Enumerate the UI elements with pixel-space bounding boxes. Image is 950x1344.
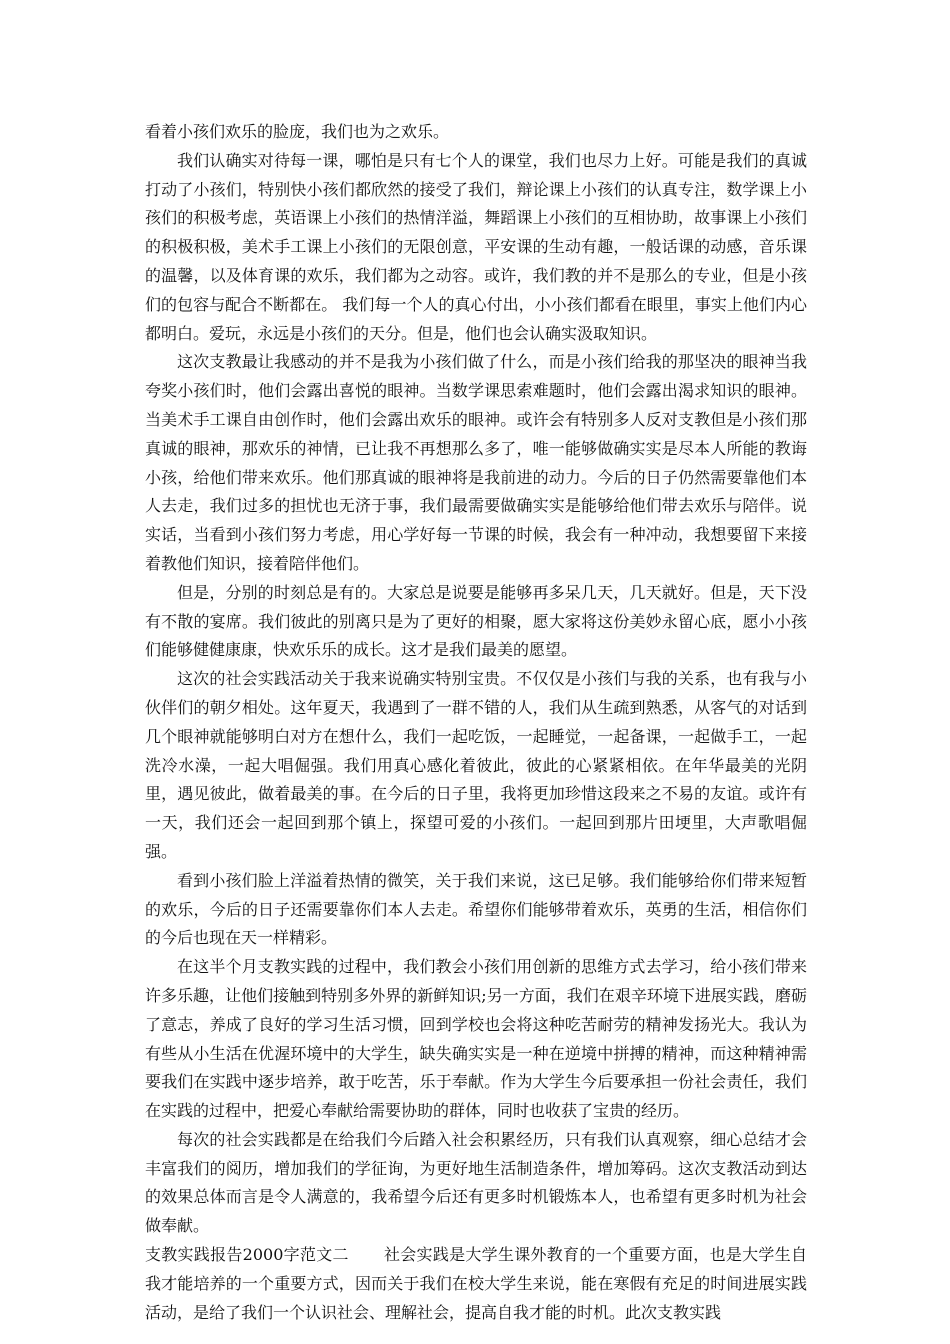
final-paragraph-text: 社会实践是大学生课外教育的一个重要方面，也是大学生自我才能培养的一个重要方式，因而关于我们在校大学生来说，能在寒假有充足的时间进展实践活动，是给了我们一个认识社会、理解社会，提高自我才能的时机。此次支教实践 xyxy=(145,1245,807,1322)
final-paragraph xyxy=(145,1241,807,1327)
paragraph-4: 但是，分别的时刻总是有的。大家总是说要是能够再多呆几天，几天就好。但是，天下没有不散的宴席。我们彼此的别离只是为了更好的相聚，愿大家将这份美妙永留心底，愿小小孩们能够健健康康，快欢乐乐的成长。这才是我们最美的愿望。 xyxy=(145,582,807,660)
paragraph-6: 看到小孩们脸上洋溢着热情的微笑，关于我们来说，这已足够。我们能够给你们带来短暂的欢乐，今后的日子还需要靠你们本人去走。希望你们能够带着欢乐，英勇的生活，相信你们的今后也现在天一样精彩。 xyxy=(145,870,807,948)
paragraph-5: 这次的社会实践活动关于我来说确实特别宝贵。不仅仅是小孩们与我的关系，也有我与小伙伴们的朝夕相处。这年夏天，我遇到了一群不错的人，我们从生疏到熟悉，从客气的对话到几个眼神就能够明白对方在想什么，我们一起吃饭，一起睡觉，一起备课，一起做手工，一起洗冷水澡，一起大唱倔强。我们用真心感化着彼此，彼此的心紧紧相依。在年华最美的光阴里，遇见彼此，做着最美的事。在今后的日子里，我将更加珍惜这段来之不易的友谊。或许有一天，我们还会一起回到那个镇上，探望可爱的小孩们。一起回到那片田埂里，大声歌唱倔强。 xyxy=(145,669,807,861)
paragraph-7: 在这半个月支教实践的过程中，我们教会小孩们用创新的思维方式去学习，给小孩们带来许多乐趣，让他们接触到特别多外界的新鲜知识;另一方面，我们在艰辛环境下进展实践，磨砺了意志，养成了良好的学习生活习惯，回到学校也会将这种吃苦耐劳的精神发扬光大。我认为有些从小生活在优渥环境中的大学生，缺失确实实是一种在逆境中拼搏的精神，而这种精神需要我们在实践中逐步培养，敢于吃苦，乐于奉献。作为大学生今后要承担一份社会责任，我们在实践的过程中，把爱心奉献给需要协助的群体，同时也收获了宝贵的经历。 xyxy=(145,957,807,1121)
document-page xyxy=(145,118,807,1327)
paragraph-1: 看着小孩们欢乐的脸庞，我们也为之欢乐。 xyxy=(145,122,450,141)
paragraph-3: 这次支教最让我感动的并不是我为小孩们做了什么，而是小孩们给我的那坚决的眼神当我夸奖小孩们时，他们会露出喜悦的眼神。当数学课思索难题时，他们会露出渴求知识的眼神。当美术手工课自由创作时，他们会露出欢乐的眼神。或许会有特别多人反对支教但是小孩们那真诚的眼神，那欢乐的神情，已让我不再想那么多了，唯一能够做确实实是尽本人所能的教诲小孩，给他们带来欢乐。他们那真诚的眼神将是我前进的动力。今后的日子仍然需要靠他们本人去走，我们过多的担忧也无济于事，我们最需要做确实实是能够给他们带去欢乐与陪伴。说实话，当看到小孩们努力考虑，用心学好每一节课的时候，我会有一种冲动，我想要留下来接着教他们知识，接着陪伴他们。 xyxy=(145,352,807,573)
paragraph-8: 每次的社会实践都是在给我们今后踏入社会积累经历，只有我们认真观察，细心总结才会丰富我们的阅历，增加我们的学征询，为更好地生活制造条件，增加筹码。这次支教活动到达的效果总体而言是令人满意的，我希望今后还有更多时机锻炼本人，也希望有更多时机为社会做奉献。 xyxy=(145,1129,807,1236)
paragraph-2: 我们认确实对待每一课，哪怕是只有七个人的课堂，我们也尽力上好。可能是我们的真诚打动了小孩们，特别快小孩们都欣然的接受了我们，辩论课上小孩们的认真专注，数学课上小孩们的积极考虑，英语课上小孩们的热情洋溢，舞蹈课上小孩们的互相协助，故事课上小孩们的积极积极，美术手工课上小孩们的无限创意，平安课的生动有趣，一般话课的动感，音乐课的温馨，以及体育课的欢乐，我们都为之动容。或许，我们教的并不是那么的专业，但是小孩们的包容与配合不断都在。 我们每一个人的真心付出，小小孩们都看在眼里，事实上他们内心都明白。爱玩，永远是小孩们的天分。但是，他们也会认确实汲取知识。 xyxy=(145,150,807,343)
section-heading: 支教实践报告2000字范文二 xyxy=(145,1245,349,1265)
